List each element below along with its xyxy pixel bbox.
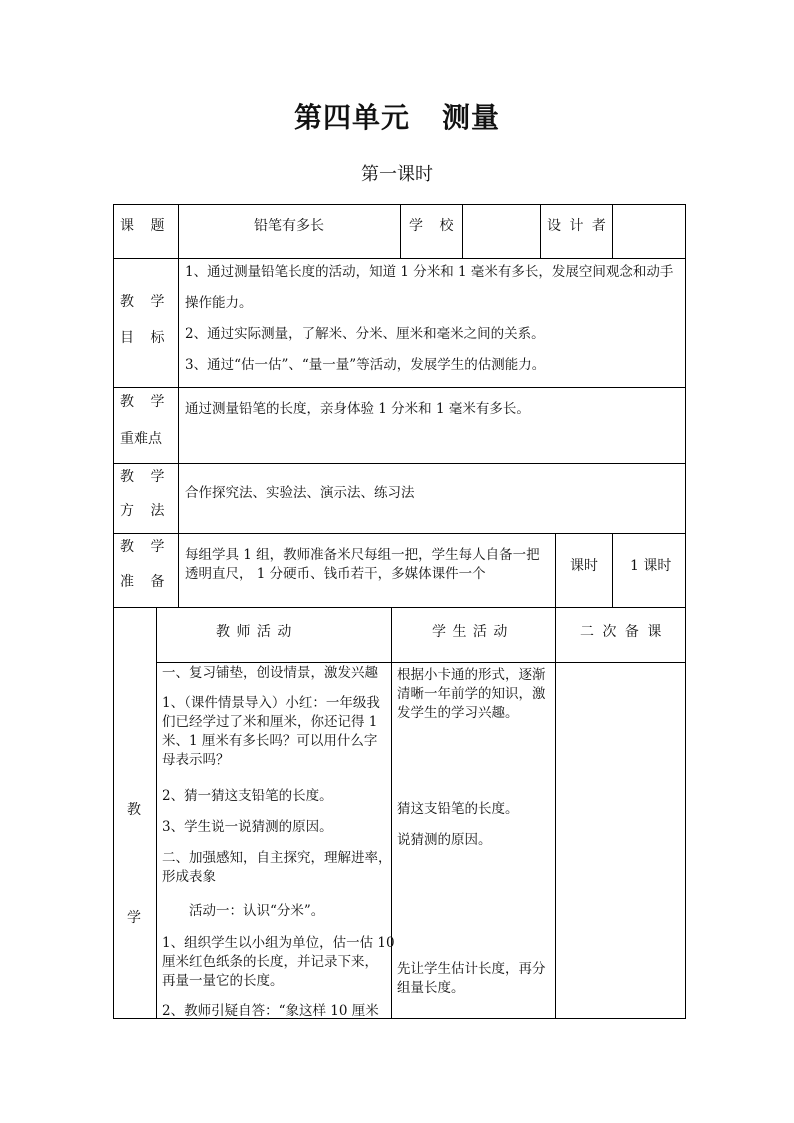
teacher-para: 米、1 厘米有多长吗？可以用什么字	[162, 733, 378, 749]
student-para: 先让学生估计长度，再分	[397, 961, 546, 977]
col-header-notes: 二 次 备 课	[580, 624, 664, 640]
teacher-para: 二、加强感知，自主探究，理解进率，	[162, 850, 392, 866]
teacher-para: 3、学生说一说猜测的原因。	[162, 819, 333, 835]
col-border	[555, 607, 556, 1019]
designer-label: 设 计 者	[547, 218, 608, 234]
teacher-para: 活动一：认识“分米”。	[189, 903, 325, 919]
key-points-text: 通过测量铅笔的长度，亲身体验 1 分米和 1 毫米有多长。	[185, 401, 530, 417]
teacher-para: 2、猜一猜这支铅笔的长度。	[162, 788, 333, 804]
row-border	[113, 463, 686, 464]
row-border	[113, 387, 686, 388]
student-para: 说猜测的原因。	[397, 832, 492, 848]
col-header-student: 学 生 活 动	[432, 624, 509, 640]
process-side-label-2: 学	[127, 910, 141, 926]
row-border	[113, 607, 686, 608]
student-para: 组量长度。	[397, 980, 465, 996]
student-para: 清晰一年前学的知识，激	[397, 686, 546, 702]
school-label: 学 校	[409, 218, 460, 234]
goals-item-1-line-2: 操作能力。	[185, 295, 253, 311]
preparation-label-1: 教 学	[120, 539, 171, 555]
teacher-para: 再量一量它的长度。	[162, 973, 284, 989]
row-border	[156, 662, 686, 663]
goals-label-1: 教 学	[120, 294, 171, 310]
process-side-label-1: 教	[127, 802, 141, 818]
teacher-para: 厘米红色纸条的长度，并记录下来，	[162, 954, 378, 970]
goals-label-2: 目 标	[120, 330, 171, 346]
goals-item-2: 2、通过实际测量，了解米、分米、厘米和毫米之间的关系。	[185, 326, 545, 342]
period-value: 1 课时	[630, 558, 672, 574]
teacher-para: 1、（课件情景导入）小红：一年级我	[162, 695, 380, 711]
teacher-para: 2、教师引疑自答：“象这样 10 厘米	[162, 1003, 379, 1019]
col-border	[685, 204, 686, 1019]
student-para: 猜这支铅笔的长度。	[397, 801, 519, 817]
col-border	[540, 204, 541, 259]
col-header-teacher: 教 师 活 动	[216, 624, 293, 640]
methods-label-1: 教 学	[120, 469, 171, 485]
goals-item-1-line-1: 1、通过测量铅笔长度的活动，知道 1 分米和 1 毫米有多长，发展空间观念和动手	[185, 264, 674, 280]
row-border	[113, 533, 686, 534]
goals-item-3: 3、通过“估一估”、“量一量”等活动，发展学生的估测能力。	[185, 357, 546, 373]
methods-text: 合作探究法、实验法、演示法、练习法	[185, 485, 415, 501]
col-border	[462, 204, 463, 259]
col-border	[612, 533, 613, 608]
methods-label-2: 方 法	[120, 503, 171, 519]
preparation-label-2: 准 备	[120, 574, 171, 590]
col-border	[156, 607, 157, 1019]
teacher-para: 1、组织学生以小组为单位，估一估 10	[162, 935, 395, 951]
col-border	[391, 607, 392, 1019]
teacher-para: 母表示吗？	[162, 752, 230, 768]
unit-title	[0, 96, 794, 136]
student-para: 根据小卡通的形式，逐渐	[397, 667, 546, 683]
key-points-label-1: 教 学	[120, 394, 171, 410]
teacher-para: 形成表象	[162, 869, 216, 885]
col-border	[400, 204, 401, 259]
topic-label: 课 题	[120, 218, 171, 234]
col-border	[178, 204, 179, 608]
lesson-subtitle: 第一课时	[361, 164, 433, 185]
preparation-text-line-2: 透明直尺， 1 分硬币、钱币若干，多媒体课件一个	[185, 566, 486, 582]
teacher-para: 一、复习铺垫，创设情景，激发兴趣	[162, 665, 378, 681]
col-border	[612, 204, 613, 259]
period-label: 课时	[570, 558, 598, 574]
unit-number: 第四单元	[293, 101, 410, 134]
preparation-text-line-1: 每组学具 1 组，教师准备米尺每组一把，学生每人自备一把	[185, 547, 540, 563]
teacher-para: 们已经学过了米和厘米，你还记得 1	[162, 714, 378, 730]
student-para: 发学生的学习兴趣。	[397, 705, 519, 721]
topic-value: 铅笔有多长	[254, 218, 324, 234]
key-points-label-2: 重难点	[120, 431, 162, 447]
col-border	[555, 533, 556, 608]
col-border	[113, 204, 114, 1019]
unit-name: 测量	[442, 101, 501, 134]
